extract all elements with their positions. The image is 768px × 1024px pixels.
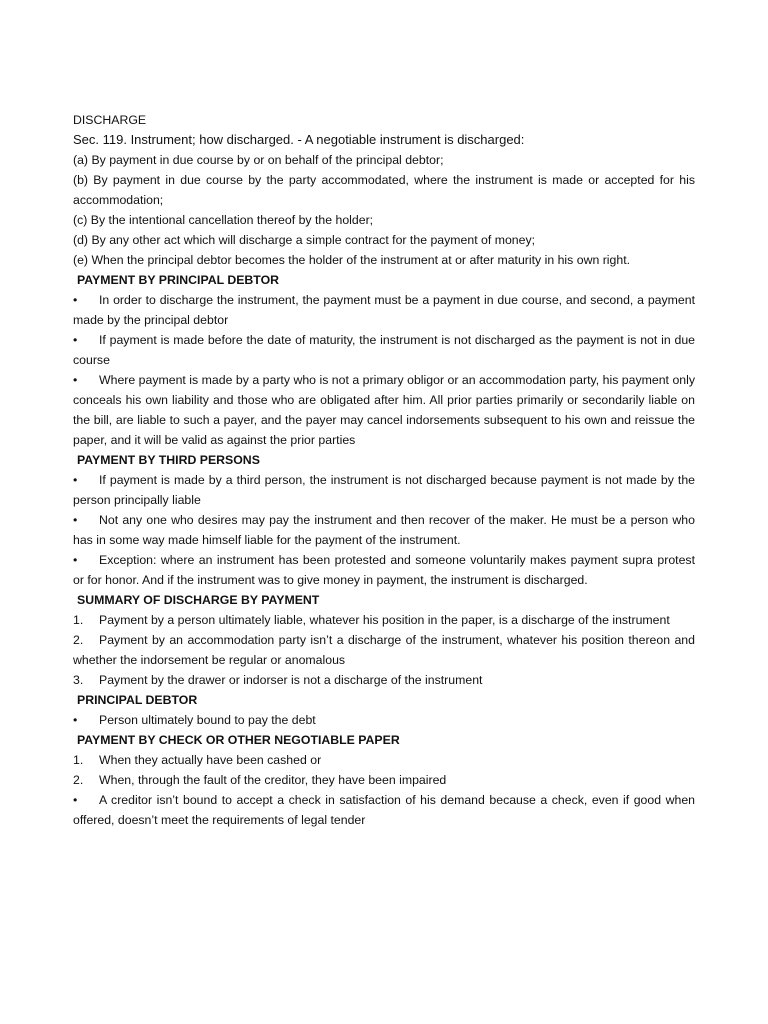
list-item-text: Person ultimately bound to pay the debt xyxy=(99,713,316,727)
clause-e: (e) When the principal debtor becomes the holder of the instrument at or after maturity in his own right. xyxy=(73,253,631,267)
list-item xyxy=(73,710,695,730)
heading-payment-by-principal-debtor: PAYMENT BY PRINCIPAL DEBTOR xyxy=(77,273,280,287)
clause-b: (b) By payment in due course by the party accommodated, where the instrument is made or accepted for his accommodation; xyxy=(73,173,695,207)
list-marker: • xyxy=(73,553,78,567)
list-marker: • xyxy=(73,373,78,387)
list-item-text: Not any one who desires may pay the instrument and then recover of the maker. He must be a person who has in some way made himself liable for the payment of the instrument. xyxy=(73,513,695,547)
heading-payment-by-third-persons: PAYMENT BY THIRD PERSONS xyxy=(77,453,260,467)
list-marker: 2. xyxy=(73,633,84,647)
list-item-text: Payment by an accommodation party isn’t a discharge of the instrument, whatever his position thereon and whether the indorsement be regular or anomalous xyxy=(73,633,695,667)
clause-a: (a) By payment in due course by or on behalf of the principal debtor; xyxy=(73,153,444,167)
list-item-text: If payment is made before the date of maturity, the instrument is not discharged as the payment is not in due course xyxy=(73,333,695,367)
list-item xyxy=(73,670,695,690)
list-marker: • xyxy=(73,513,78,527)
heading-summary-of-discharge: SUMMARY OF DISCHARGE BY PAYMENT xyxy=(77,593,320,607)
list-item-text: Payment by a person ultimately liable, whatever his position in the paper, is a discharge of the instrument xyxy=(99,613,670,627)
list-marker: 1. xyxy=(73,613,84,627)
list-item xyxy=(73,330,695,370)
list-item xyxy=(73,470,695,510)
list-item-text: A creditor isn’t bound to accept a check in satisfaction of his demand because a check, even if good when offered, doesn’t meet the requirements of legal tender xyxy=(73,793,695,827)
list-marker: • xyxy=(73,713,78,727)
clause-d: (d) By any other act which will discharge a simple contract for the payment of money; xyxy=(73,233,536,247)
list-item xyxy=(73,290,695,330)
heading-payment-by-check: PAYMENT BY CHECK OR OTHER NEGOTIABLE PAPER xyxy=(77,733,400,747)
list-item xyxy=(73,630,695,670)
list-item xyxy=(73,610,695,630)
list-marker: 3. xyxy=(73,673,84,687)
list-item-text: In order to discharge the instrument, the payment must be a payment in due course, and second, a payment made by the principal debtor xyxy=(73,293,695,327)
list-marker: 2. xyxy=(73,773,84,787)
document-title: DISCHARGE xyxy=(73,113,147,127)
list-item-text: Where payment is made by a party who is not a primary obligor or an accommodation party, his payment only conceals his own liability and those who are obligated after him. All prior parties primarily or secondarily liable on the bill, are liable to such a payer, and the payer may cancel indorsements subsequent to his own and reissue the paper, and it will be valid as against the prior parties xyxy=(73,373,695,447)
heading-principal-debtor: PRINCIPAL DEBTOR xyxy=(77,693,198,707)
list-marker: • xyxy=(73,473,78,487)
list-item-text: Exception: where an instrument has been protested and someone voluntarily makes payment supra protest or for honor. And if the instrument was to give money in payment, the instrument is discharged. xyxy=(73,553,695,587)
list-item-text: When they actually have been cashed or xyxy=(99,753,322,767)
list-item xyxy=(73,370,695,450)
section-heading: Sec. 119. Instrument; how discharged. - A negotiable instrument is discharged: xyxy=(73,132,525,147)
list-item-text: Payment by the drawer or indorser is not a discharge of the instrument xyxy=(99,673,483,687)
document-page xyxy=(73,110,695,830)
list-item xyxy=(73,750,695,770)
list-marker: 1. xyxy=(73,753,84,767)
list-marker: • xyxy=(73,293,78,307)
list-item xyxy=(73,510,695,550)
list-marker: • xyxy=(73,793,78,807)
list-item-text: If payment is made by a third person, the instrument is not discharged because payment is not made by the person principally liable xyxy=(73,473,695,507)
list-item-text: When, through the fault of the creditor, they have been impaired xyxy=(99,773,447,787)
list-item xyxy=(73,790,695,830)
list-item xyxy=(73,550,695,590)
clause-c: (c) By the intentional cancellation thereof by the holder; xyxy=(73,213,374,227)
list-marker: • xyxy=(73,333,78,347)
list-item xyxy=(73,770,695,790)
